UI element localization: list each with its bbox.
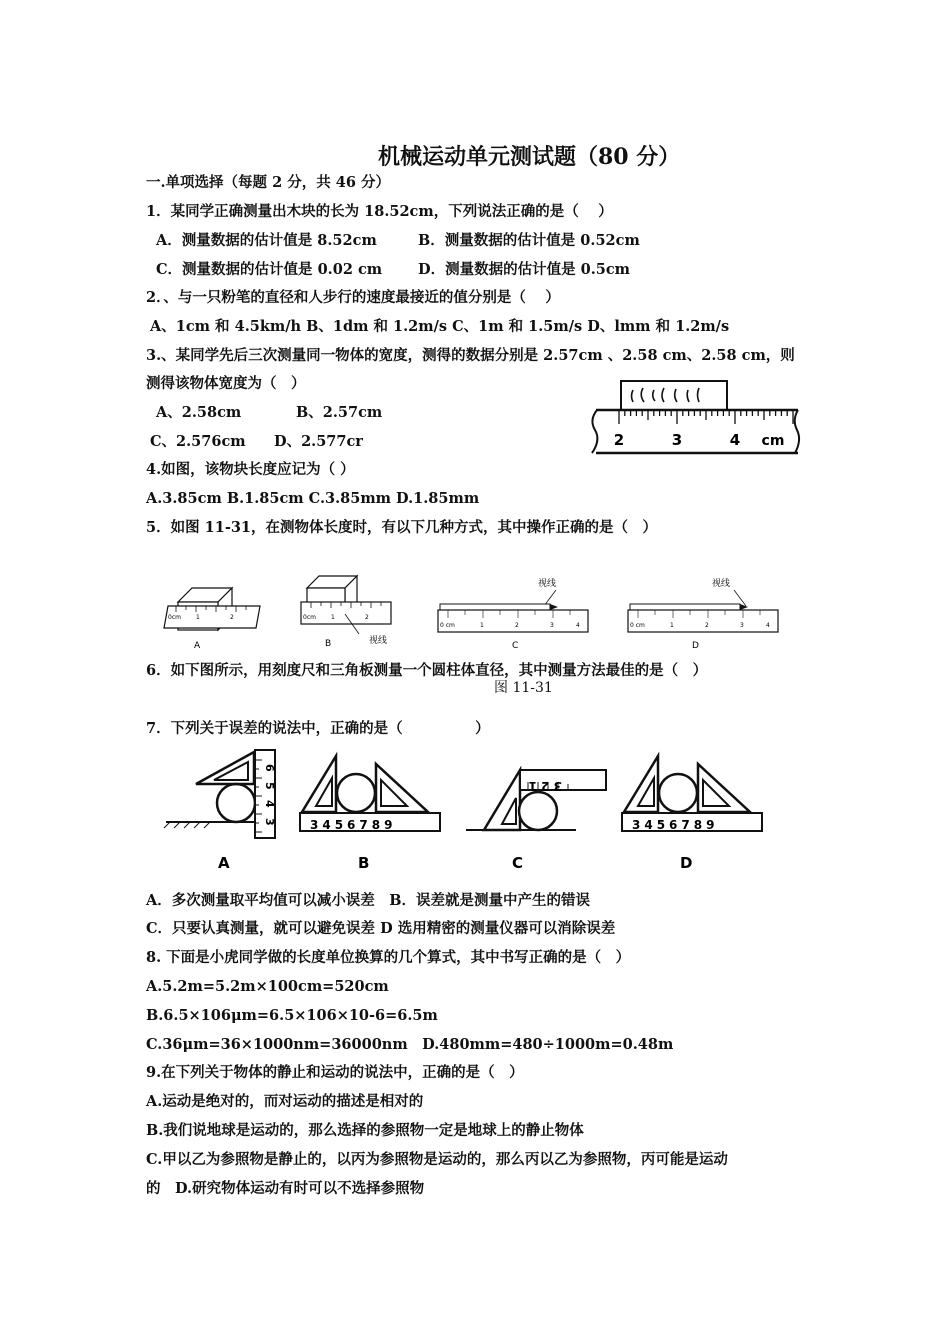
- q3-option-c: C、2.576cm: [150, 433, 246, 450]
- ruler-label-4: 4: [729, 431, 741, 449]
- q6-stem: 6．如下图所示，用刻度尺和三角板测量一个圆柱体直径，其中测量方法最佳的是（ ）: [146, 662, 708, 679]
- q7-stem: 7．下列关于误差的说法中，正确的是（ ）: [146, 720, 490, 737]
- svg-text:4: 4: [576, 622, 580, 629]
- q9-option-a: A.运动是绝对的，而对运动的描述是相对的: [146, 1093, 424, 1110]
- q3-option-a: A、2.58cm: [156, 404, 242, 421]
- q6-figure-d: [618, 752, 768, 878]
- q1-option-a: A．测量数据的估计值是 8.52cm: [156, 232, 377, 249]
- q8-option-b: B.6.5×106μm=6.5×106×10-6=6.5m: [146, 1007, 438, 1024]
- q1-stem: 1．某同学正确测量出木块的长为 18.52cm，下列说法正确的是（ ）: [146, 203, 613, 220]
- q5-sight-d: 视线: [712, 579, 731, 589]
- q5-figure-c: [436, 572, 596, 654]
- q9-option-d: 的 D.研究物体运动有时可以不选择参照物: [146, 1180, 425, 1197]
- q8-stem: 8. 下面是小虎同学做的长度单位换算的几个算式，其中书写正确的是（ ）: [146, 949, 631, 966]
- q6-label-c: C: [512, 854, 524, 872]
- q1-option-c: C．测量数据的估计值是 0.02 cm: [156, 261, 383, 278]
- svg-text:0 cm: 0 cm: [630, 622, 645, 629]
- q2-stem: 2．、与一只粉笔的直径和人步行的速度最接近的值分别是（ ）: [146, 289, 560, 306]
- q9-stem: 9.在下列关于物体的静止和运动的说法中，正确的是（ ）: [146, 1064, 524, 1081]
- svg-text:1: 1: [480, 622, 484, 629]
- svg-text:2: 2: [365, 614, 369, 621]
- q5-stem: 5．如图 11-31，在测物体长度时，有以下几种方式，其中操作正确的是（ ）: [146, 519, 658, 536]
- section-heading: 一.单项选择（每题 2 分，共 46 分）: [146, 174, 391, 191]
- svg-text:0cm: 0cm: [303, 614, 316, 621]
- ruler-label-2: 2: [613, 431, 625, 449]
- svg-text:2: 2: [515, 622, 519, 629]
- q3-option-b: B、2.57cm: [296, 404, 383, 421]
- svg-text:3 2 1: 3 2 1: [528, 779, 562, 793]
- q3-stem-line2: 测得该物体宽度为（ ）: [146, 375, 306, 392]
- page-title: 机械运动单元测试题（80 分）: [378, 144, 681, 170]
- q5-sight-c: 视线: [538, 579, 557, 589]
- svg-text:3: 3: [550, 622, 554, 629]
- svg-text:4: 4: [263, 800, 276, 808]
- q1-option-b: B．测量数据的估计值是 0.52cm: [418, 232, 640, 249]
- q4-options: A.3.85cm B.1.85cm C.3.85mm D.1.85mm: [146, 490, 480, 507]
- q5-label-a: A: [194, 641, 201, 651]
- svg-text:0 cm: 0 cm: [440, 622, 455, 629]
- q3-option-d: D、2.577cr: [274, 433, 363, 450]
- q8-options-cd: C.36μm=36×1000nm=36000nm D.480mm=480÷1000m=0.48m: [146, 1036, 674, 1053]
- q6-label-d: D: [680, 854, 693, 872]
- svg-text:3456789: 3456789: [632, 818, 719, 832]
- q6-figure-c: [466, 752, 616, 878]
- q8-option-a: A.5.2m=5.2m×100cm=520cm: [146, 978, 389, 995]
- q7-options-ab: A．多次测量取平均值可以减小误差 B．误差就是测量中产生的错误: [146, 892, 591, 909]
- q4-ruler-figure: [588, 378, 803, 458]
- q5-label-c: C: [512, 641, 519, 651]
- q3-stem-line1: 3.、某同学先后三次测量同一物体的宽度，测得的数据分别是 2.57cm 、2.58 cm、2.58 cm，则: [146, 347, 795, 364]
- q5-figure-a: [160, 572, 270, 652]
- svg-text:1: 1: [670, 622, 674, 629]
- q9-option-c: C.甲以乙为参照物是静止的，以丙为参照物是运动的，那么丙以乙为参照物，丙可能是运动: [146, 1151, 728, 1168]
- svg-text:3456789: 3456789: [310, 818, 397, 832]
- svg-text:0cm: 0cm: [168, 614, 181, 621]
- svg-text:3: 3: [263, 818, 276, 826]
- svg-text:2: 2: [705, 622, 709, 629]
- svg-text:3: 3: [740, 622, 744, 629]
- q5-label-d: D: [692, 641, 699, 651]
- ruler-label-3: 3: [671, 431, 683, 449]
- q5-figure-b: [295, 572, 415, 652]
- svg-text:1: 1: [196, 614, 200, 621]
- svg-text:6: 6: [263, 764, 276, 772]
- q5-figure-d: [626, 572, 786, 654]
- q5-sight-b: 视线: [369, 636, 388, 646]
- q6-label-b: B: [358, 854, 370, 872]
- q6-figure-b: [296, 752, 446, 878]
- svg-text:1: 1: [331, 614, 335, 621]
- svg-text:5: 5: [263, 782, 276, 790]
- q6-label-a: A: [218, 854, 230, 872]
- ruler-unit: cm: [761, 433, 785, 449]
- q4-stem: 4.如图，该物块长度应记为（ ）: [146, 461, 355, 478]
- q5-label-b: B: [325, 639, 332, 649]
- svg-text:4: 4: [766, 622, 770, 629]
- q2-options: A、1cm 和 4.5km/h B、1dm 和 1.2m/s C、1m 和 1.5m/s D、lmm 和 1.2m/s: [150, 318, 730, 335]
- q1-option-d: D．测量数据的估计值是 0.5cm: [418, 261, 631, 278]
- figure-caption: 图 11-31: [494, 680, 553, 696]
- q7-options-cd: C．只要认真测量，就可以避免误差 D 选用精密的测量仪器可以消除误差: [146, 920, 616, 937]
- q9-option-b: B.我们说地球是运动的，那么选择的参照物一定是地球上的静止物体: [146, 1122, 584, 1139]
- q6-figure-a: [162, 748, 292, 878]
- svg-text:2: 2: [230, 614, 234, 621]
